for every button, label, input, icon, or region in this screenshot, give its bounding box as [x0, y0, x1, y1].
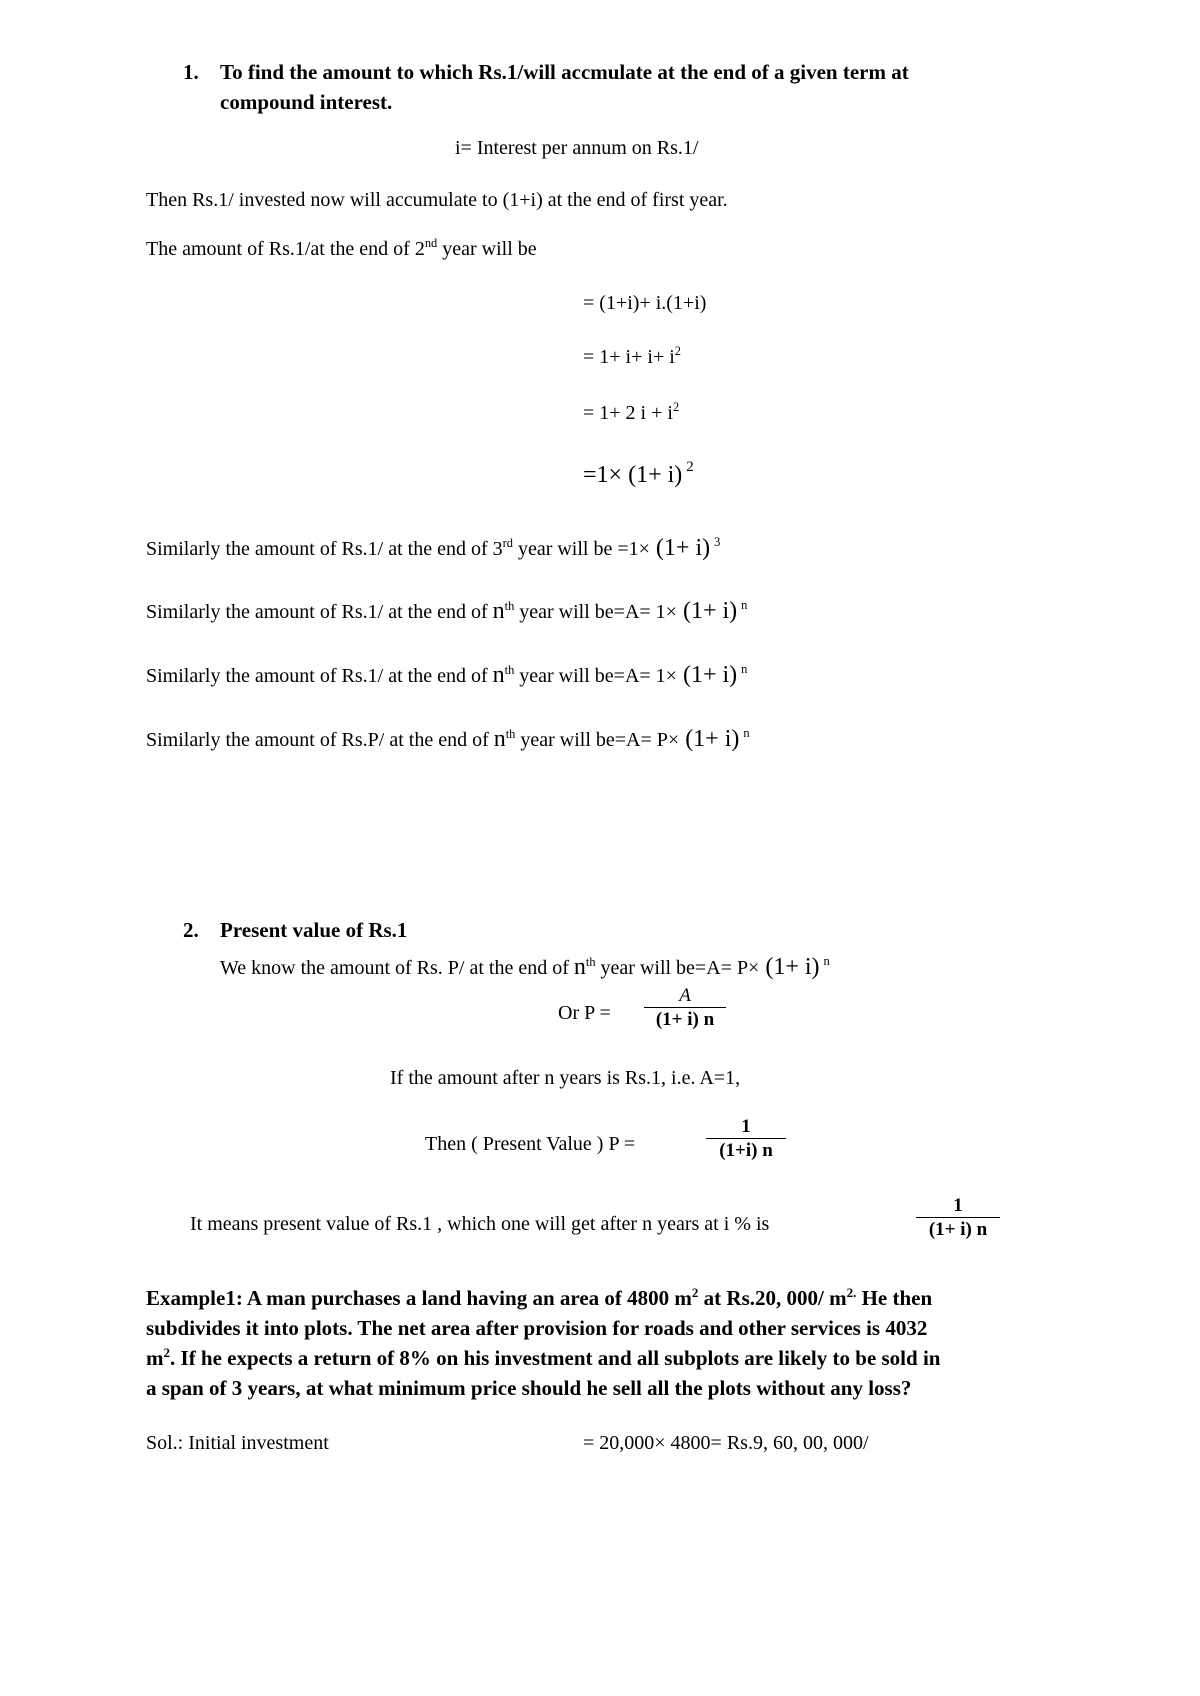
- section2-heading: Present value of Rs.1: [220, 918, 408, 942]
- example-line4: a span of 3 years, at what minimum price should he sell all the plots without any loss?: [146, 1376, 912, 1400]
- fraction-denominator: (1+i) n: [719, 1139, 773, 1161]
- section1-number: 1.: [183, 60, 199, 84]
- similarly-nth-year-1: Similarly the amount of Rs.1/ at the end of $n^{th}$ year will be=A= 1× (1+ i) $^n$: [146, 597, 748, 624]
- fraction-a-over-1-plus-i-n: [644, 986, 726, 1030]
- section1-heading-line1: To find the amount to which Rs.1/will accmulate at the end of a given term at: [220, 60, 909, 84]
- similarly-nth-year-2: Similarly the amount of Rs.1/ at the end of $n^{th}$ year will be=A= 1× (1+ i) $^n$: [146, 661, 748, 688]
- fraction-numerator: 1: [916, 1196, 1000, 1218]
- section1-heading-line2: compound interest.: [220, 90, 393, 114]
- fraction-denominator: (1+ i) n: [655, 1008, 715, 1030]
- we-know-line: We know the amount of Rs. P/ at the end of $n^{th}$ year will be=A= P× (1+ i) $^n$: [220, 953, 830, 980]
- fraction-present-value: [706, 1117, 786, 1161]
- example-line1: Example1: A man purchases a land having an area of 4800 $m^2$ at Rs.20, 000/ $m^{2.}$ He then: [146, 1284, 933, 1310]
- fraction-numerator: A: [644, 986, 726, 1008]
- definition-i: i= Interest per annum on Rs.1/: [455, 137, 699, 159]
- section2-number: 2.: [183, 918, 199, 942]
- example-line3: $m^2$. If he expects a return of 8% on his investment and all subplots are likely to be sold in: [146, 1344, 941, 1370]
- it-means-line: It means present value of Rs.1 , which one will get after n years at i % is: [190, 1213, 770, 1235]
- solution-label: Sol.: Initial investment: [146, 1432, 329, 1454]
- equation-1: = (1+i)+ i.(1+i): [583, 292, 707, 314]
- then-present-value-label: Then ( Present Value ) P =: [425, 1133, 636, 1155]
- or-p-label: Or P =: [558, 1002, 611, 1024]
- then-line: Then Rs.1/ invested now will accumulate to (1+i) at the end of first year.: [146, 189, 728, 211]
- equation-2: = $1+ i+ i+ i^2$: [583, 343, 681, 368]
- equation-4: =1× (1+ i) $^2$: [583, 458, 694, 488]
- fraction-numerator: 1: [706, 1117, 786, 1139]
- fraction-denominator: (1+ i) n: [928, 1218, 988, 1240]
- similarly-3rd-year: Similarly the amount of Rs.1/ at the end of 3rd year will be =1× (1+ i) $^3$: [146, 534, 721, 561]
- second-year-line: The amount of Rs.1/at the end of 2nd year will be: [146, 235, 537, 260]
- equation-3: = 1+ 2 $i + i^2$: [583, 399, 680, 424]
- solution-value: = 20,000× 4800= Rs.9, 60, 00, 000/: [583, 1432, 869, 1454]
- fraction-present-value-statement: [916, 1196, 1000, 1240]
- similarly-nth-year-p: Similarly the amount of Rs.P/ at the end of $n^{th}$ year will be=A= P× (1+ i) $^n$: [146, 725, 750, 752]
- example-line2: subdivides it into plots. The net area after provision for roads and other services is 4032: [146, 1316, 928, 1340]
- if-amount-line: If the amount after n years is Rs.1, i.e. A=1,: [390, 1067, 741, 1089]
